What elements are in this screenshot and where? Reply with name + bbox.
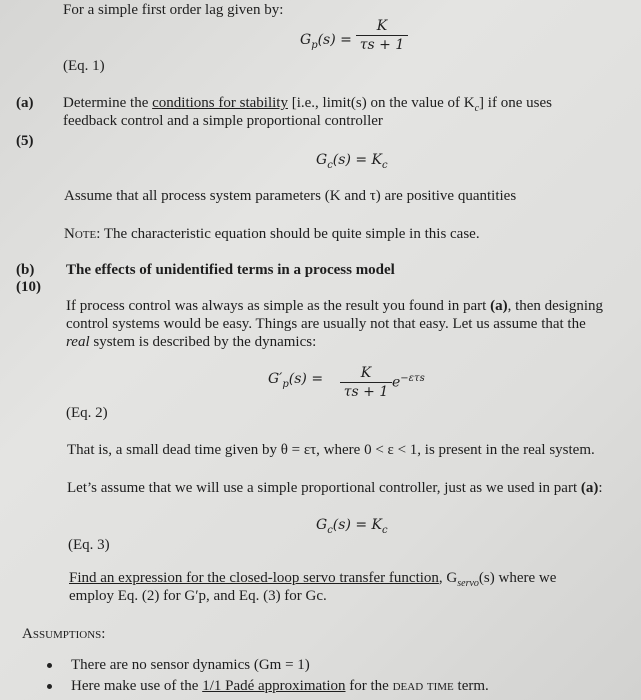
bullet-icon (47, 684, 52, 689)
part-b-para-line1: If process control was always as simple as the result you found in part (a), then designing (66, 298, 603, 314)
eq2-exponential: $e^{-\varepsilon\tau s}$ (392, 373, 425, 391)
part-a-assumption: Assume that all process system parameters (K and τ) are positive quantities (64, 188, 517, 204)
bullet-icon (47, 663, 52, 668)
eq1-numerator: K (376, 18, 388, 34)
eq1-lhs: $G_p(s)$ = (300, 32, 352, 51)
controller-assumption: Let’s assume that we will use a simple proportional controller, just as we used in part (a): (67, 480, 603, 496)
find-task: Find an expression for the closed-loop servo transfer function, $G_{servo}(s)$ where we (69, 570, 557, 589)
eq2-lhs: $G'_p(s)$ = (268, 371, 324, 390)
assumption-item: Here make use of the 1/1 Padé approximation for the dead time term. (71, 678, 489, 694)
eq2-denominator: τs + 1 (343, 384, 389, 400)
dead-time-text: That is, a small dead time given by θ = ετ, where 0 < ε < 1, is present in the real system. (67, 442, 595, 458)
part-a-points: (5) (16, 133, 34, 149)
part-b-label: (b) (16, 262, 35, 278)
eq1-denominator: τs + 1 (359, 37, 405, 53)
eq2-fraction (340, 365, 392, 400)
eq2-label: (Eq. 2) (66, 405, 108, 421)
find-task-line2: employ Eq. (2) for G′p, and Eq. (3) for Gc. (69, 588, 327, 604)
eq2-numerator: K (360, 365, 372, 381)
part-b-para-line3: real system is described by the dynamics: (66, 334, 317, 350)
eq3: $G_c(s) = K_c$ (316, 517, 388, 536)
part-b-title: The effects of unidentified terms in a process model (66, 262, 395, 278)
part-b-para-line2: control systems would be easy. Things are usually not that easy. Let us assume that the (66, 316, 586, 332)
intro-text: For a simple first order lag given by: (63, 2, 284, 18)
eq1-label: (Eq. 1) (63, 58, 105, 74)
eq1-fraction (356, 18, 408, 53)
assumption-item: There are no sensor dynamics (Gm = 1) (71, 657, 310, 673)
eq3-label: (Eq. 3) (68, 537, 110, 553)
assumptions-heading: Assumptions: (22, 626, 106, 642)
part-a-question: Determine the conditions for stability [i.e., limit(s) on the value of $K_c$] if one uses (63, 95, 552, 114)
part-a-question-line2: feedback control and a simple proportional controller (63, 113, 383, 129)
part-a-label: (a) (16, 95, 34, 111)
part-b-points: (10) (16, 279, 41, 295)
part-a-note: Note: The characteristic equation should be quite simple in this case. (64, 226, 480, 242)
part-a-controller-eq: $G_c(s) = K_c$ (316, 152, 388, 171)
